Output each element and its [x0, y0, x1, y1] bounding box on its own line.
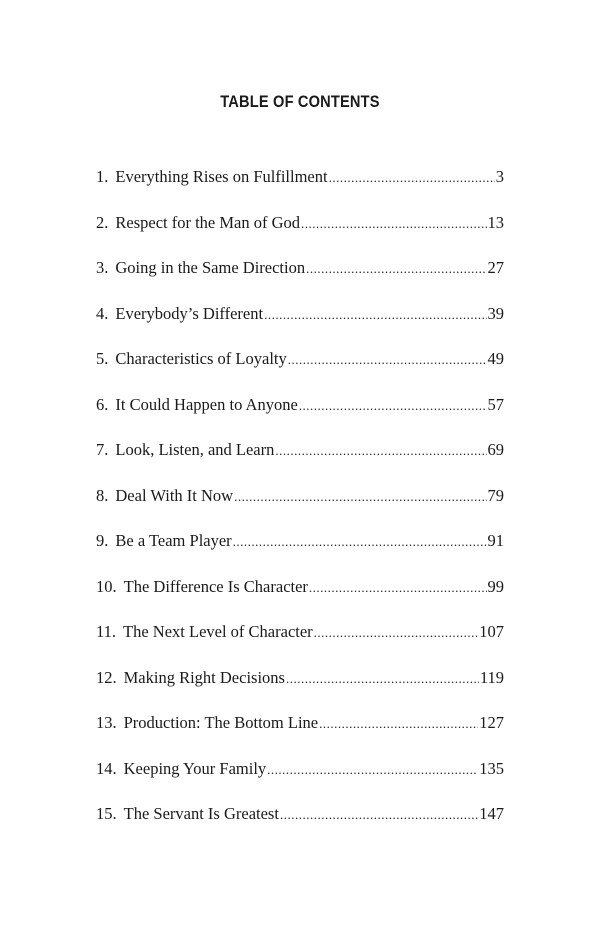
- toc-entry-title: The Next Level of Character: [123, 622, 313, 641]
- toc-entry[interactable]: [96, 576, 504, 622]
- toc-entry[interactable]: [96, 712, 504, 758]
- toc-entry-title: Everybody’s Different: [115, 303, 264, 323]
- dot-leader: [309, 577, 487, 599]
- toc-entry-title: Deal With It Now: [115, 485, 234, 505]
- toc-entry-page: 79: [487, 485, 504, 505]
- dot-leader: [233, 531, 487, 553]
- toc-entry-number: 6.: [96, 394, 109, 414]
- toc-entry-page: 99: [487, 576, 504, 596]
- toc-entry-page: 69: [487, 440, 504, 459]
- toc-entry-title: Look, Listen, and Learn: [115, 440, 275, 459]
- toc-entry-number: 11.: [96, 622, 117, 641]
- toc-entry-page: 147: [479, 804, 504, 823]
- dot-leader: [264, 304, 486, 326]
- toc-entry-page: 13: [487, 212, 504, 232]
- toc-entry-number: 5.: [96, 349, 109, 368]
- toc-entry[interactable]: [96, 348, 504, 394]
- toc-entry-number: 13.: [96, 713, 117, 732]
- toc-entry-number: 3.: [96, 258, 109, 277]
- toc-entry-title: Respect for the Man of God: [115, 212, 301, 232]
- dot-leader: [280, 804, 478, 826]
- toc-entry[interactable]: [96, 439, 504, 485]
- toc-entry[interactable]: [96, 166, 504, 212]
- dot-leader: [286, 668, 479, 690]
- toc-entry-title: Characteristics of Loyalty: [115, 349, 287, 368]
- toc-entry-number: 1.: [96, 167, 109, 186]
- dot-leader: [319, 713, 478, 735]
- toc-entry-page: 39: [487, 303, 504, 323]
- dot-leader: [234, 486, 486, 508]
- toc-entry[interactable]: [96, 621, 504, 667]
- toc-entry-page: 57: [487, 394, 504, 414]
- dot-leader: [267, 759, 478, 781]
- dot-leader: [329, 167, 495, 189]
- toc-entry[interactable]: [96, 303, 504, 349]
- toc-entry-number: 12.: [96, 667, 117, 687]
- toc-entry-number: 8.: [96, 485, 109, 505]
- toc-entry-page: 27: [487, 258, 504, 277]
- toc-entry-page: 119: [479, 667, 504, 687]
- toc-entry-page: 107: [479, 622, 504, 641]
- toc-entry[interactable]: [96, 803, 504, 849]
- toc-entry[interactable]: [96, 212, 504, 258]
- toc-entry-title: Production: The Bottom Line: [123, 713, 319, 732]
- toc-entry-number: 14.: [96, 758, 117, 778]
- dot-leader: [301, 213, 486, 235]
- dot-leader: [306, 258, 486, 280]
- toc-title: TABLE OF CONTENTS: [220, 92, 380, 111]
- toc-entry-page: 135: [479, 758, 504, 778]
- toc-entry[interactable]: [96, 758, 504, 804]
- toc-entry[interactable]: [96, 394, 504, 440]
- toc-entry-number: 4.: [96, 303, 109, 323]
- dot-leader: [299, 395, 487, 417]
- toc-entry-title: Everything Rises on Fulfillment: [115, 167, 328, 186]
- toc-entry-title: Be a Team Player: [115, 531, 232, 550]
- toc-entry-page: 91: [487, 531, 504, 550]
- toc-entry-title: The Servant Is Greatest: [123, 804, 279, 823]
- toc-entry-number: 7.: [96, 440, 109, 459]
- toc-entry[interactable]: [96, 667, 504, 713]
- toc-entry-number: 9.: [96, 531, 109, 550]
- toc-entry[interactable]: [96, 257, 504, 303]
- toc-list: [96, 166, 504, 849]
- toc-entry-title: Making Right Decisions: [123, 667, 285, 687]
- toc-entry-page: 3: [495, 167, 504, 186]
- toc-entry-number: 10.: [96, 576, 117, 596]
- toc-entry[interactable]: [96, 485, 504, 531]
- toc-entry-title: The Difference Is Character: [123, 576, 308, 596]
- toc-entry-title: Keeping Your Family: [123, 758, 267, 778]
- toc-entry-number: 15.: [96, 804, 117, 823]
- toc-entry-page: 127: [479, 713, 504, 732]
- dot-leader: [275, 440, 486, 462]
- toc-entry-number: 2.: [96, 212, 109, 232]
- toc-entry[interactable]: [96, 530, 504, 576]
- toc-entry-page: 49: [487, 349, 504, 368]
- toc-entry-title: It Could Happen to Anyone: [115, 394, 298, 414]
- toc-entry-title: Going in the Same Direction: [115, 258, 306, 277]
- dot-leader: [288, 349, 487, 371]
- dot-leader: [314, 622, 479, 644]
